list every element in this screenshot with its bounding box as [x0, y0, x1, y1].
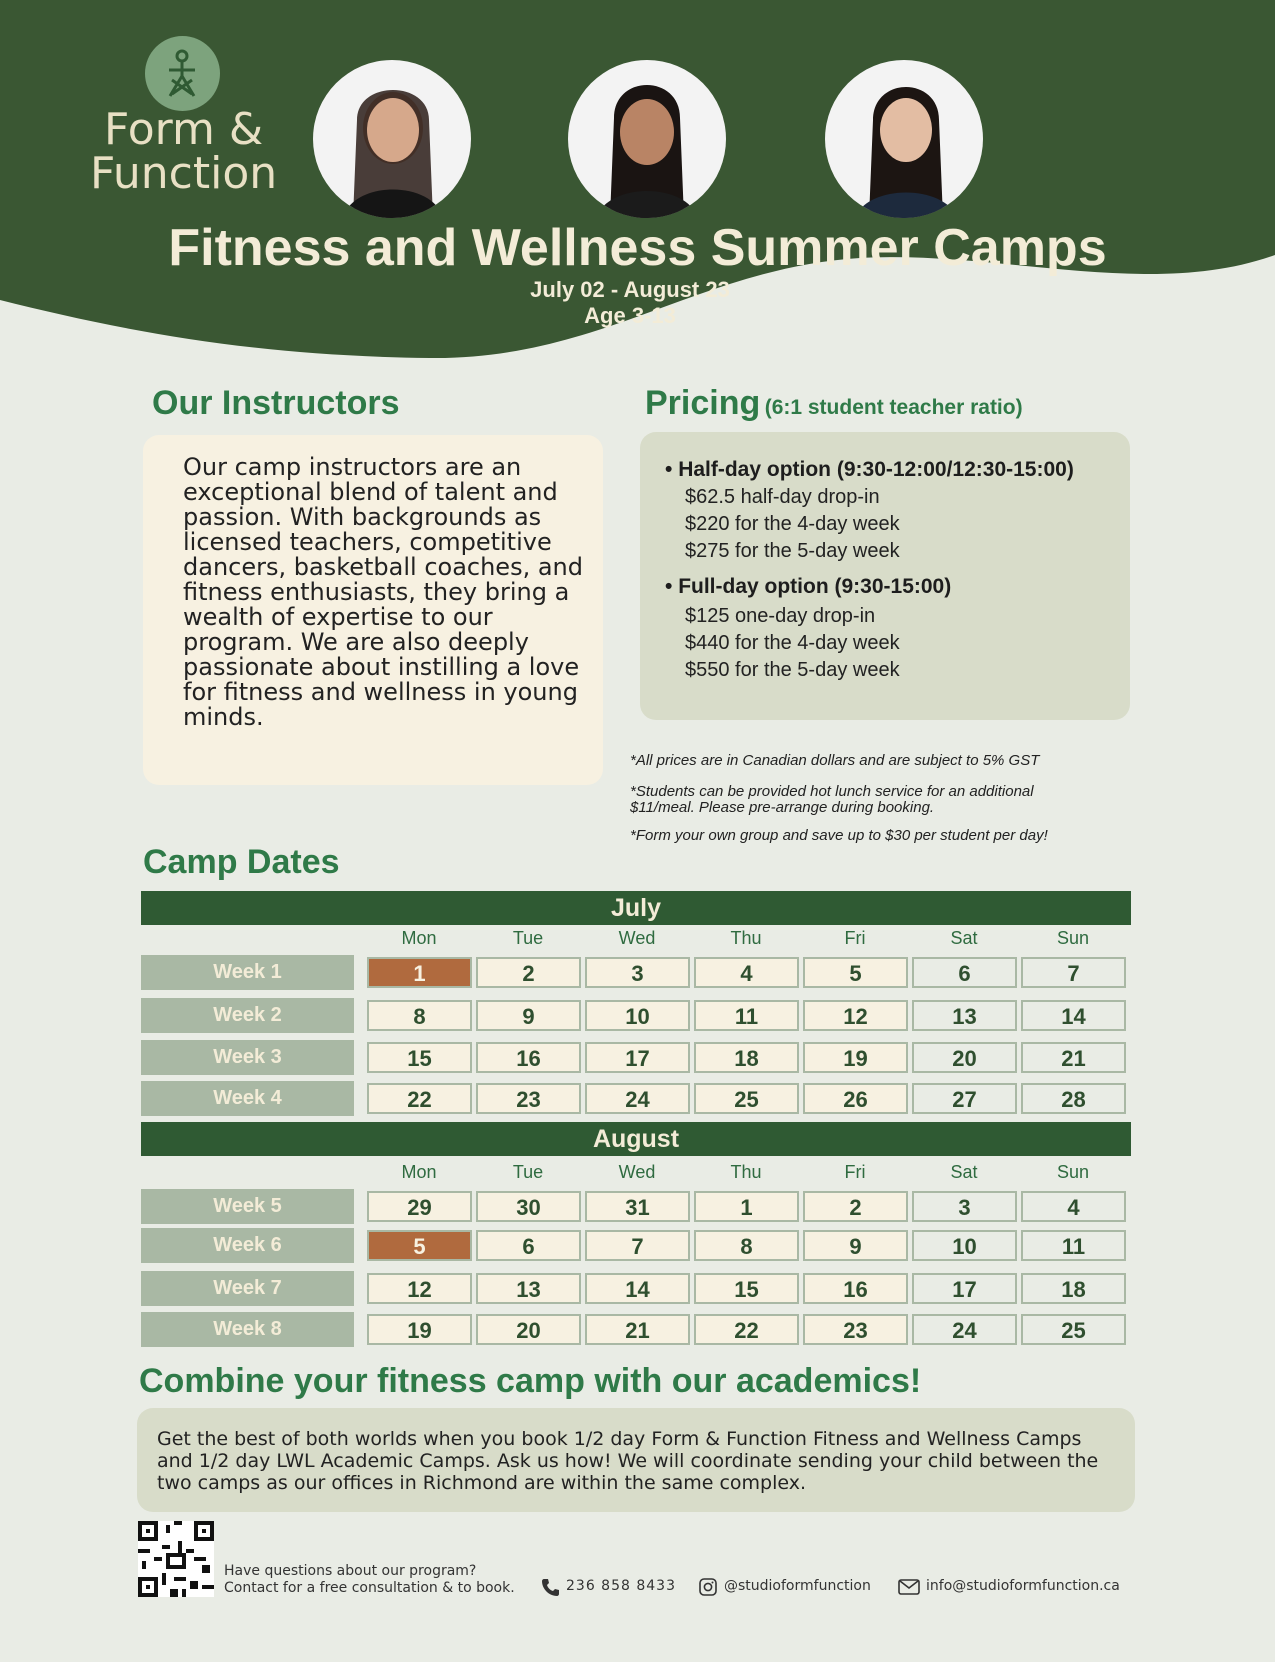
date-cell[interactable]: 11 — [1021, 1230, 1126, 1261]
brand-line-2: Function — [90, 148, 278, 199]
date-cell[interactable]: 28 — [1021, 1083, 1126, 1114]
weekday-label: Tue — [512, 928, 544, 948]
date-cell[interactable]: 21 — [585, 1314, 690, 1345]
date-cell[interactable]: 20 — [476, 1314, 581, 1345]
pricing-note-3: *Form your own group and save up to $30 per student per day! — [630, 827, 1048, 844]
date-cell[interactable]: 12 — [803, 1000, 908, 1031]
date-cell[interactable]: 31 — [585, 1191, 690, 1222]
date-cell[interactable]: 1 — [694, 1191, 799, 1222]
date-cell[interactable]: 15 — [694, 1273, 799, 1304]
date-cell[interactable]: 13 — [476, 1273, 581, 1304]
full-day-option: • Full-day option (9:30-15:00) — [665, 575, 952, 598]
date-cell[interactable]: 10 — [585, 1000, 690, 1031]
date-cell[interactable]: 25 — [1021, 1314, 1126, 1345]
date-cell[interactable]: 5 — [803, 957, 908, 988]
weekday-label: Thu — [730, 1162, 762, 1182]
week-label: Week 3 — [141, 1040, 354, 1075]
date-cell[interactable]: 15 — [367, 1042, 472, 1073]
week-label: Week 6 — [141, 1228, 354, 1263]
weekday-label: Fri — [844, 928, 866, 948]
instructors-body: Our camp instructors are an exceptional blend of talent and passion. With backgrounds as licensed teachers, competitive dancers, basketball coaches, and fitness enthusiasts, they bring a wealth of expertise to our program. We are also deeply passionate about instilling a love for fitness and wellness in young minds. — [183, 453, 583, 731]
date-cell[interactable]: 1 — [367, 957, 472, 988]
weekday-label: Mon — [401, 1162, 437, 1182]
footer-instagram[interactable]: @studioformfunction — [724, 1578, 871, 1594]
date-cell[interactable]: 10 — [912, 1230, 1017, 1261]
date-cell[interactable]: 3 — [585, 957, 690, 988]
date-cell[interactable]: 19 — [803, 1042, 908, 1073]
date-cell[interactable]: 18 — [1021, 1273, 1126, 1304]
date-cell[interactable]: 26 — [803, 1083, 908, 1114]
half-day-line-2: $220 for the 4-day week — [685, 513, 900, 535]
date-cell[interactable]: 8 — [694, 1230, 799, 1261]
date-cell[interactable]: 23 — [803, 1314, 908, 1345]
full-day-line-2: $440 for the 4-day week — [685, 632, 900, 654]
footer-email[interactable]: info@studioformfunction.ca — [926, 1578, 1120, 1594]
date-cell[interactable]: 14 — [1021, 1000, 1126, 1031]
brand-wordmark — [90, 104, 278, 199]
pricing-ratio: (6:1 student teacher ratio) — [764, 396, 1023, 419]
half-day-label: Half-day option (9:30-12:00/12:30-15:00) — [678, 458, 1074, 481]
age-range: Age 3-13 — [584, 303, 676, 328]
half-day-option: • Half-day option (9:30-12:00/12:30-15:00) — [665, 458, 1074, 481]
date-cell[interactable]: 23 — [476, 1083, 581, 1114]
week-label: Week 8 — [141, 1312, 354, 1347]
pricing-note-1: *All prices are in Canadian dollars and are subject to 5% GST — [630, 752, 1040, 769]
date-cell[interactable]: 5 — [367, 1230, 472, 1261]
date-cell[interactable]: 8 — [367, 1000, 472, 1031]
date-cell[interactable]: 9 — [803, 1230, 908, 1261]
qr-code[interactable] — [138, 1521, 214, 1597]
week-label: Week 7 — [141, 1271, 354, 1306]
date-cell[interactable]: 27 — [912, 1083, 1017, 1114]
full-day-line-1: $125 one-day drop-in — [685, 605, 876, 627]
weekday-label: Wed — [618, 928, 656, 948]
weekday-label: Thu — [730, 928, 762, 948]
instructor-photo-2 — [568, 60, 726, 218]
weekday-label: Sat — [950, 1162, 978, 1182]
date-cell[interactable]: 20 — [912, 1042, 1017, 1073]
footer-question: Have questions about our program? — [224, 1563, 477, 1579]
date-cell[interactable]: 30 — [476, 1191, 581, 1222]
date-cell[interactable]: 2 — [803, 1191, 908, 1222]
half-day-line-1: $62.5 half-day drop-in — [685, 486, 880, 508]
date-cell[interactable]: 11 — [694, 1000, 799, 1031]
weekday-label: Sun — [1056, 1162, 1090, 1182]
date-cell[interactable]: 2 — [476, 957, 581, 988]
phone-icon — [540, 1577, 560, 1602]
date-cell[interactable]: 22 — [694, 1314, 799, 1345]
instructors-heading: Our Instructors — [152, 384, 400, 422]
date-cell[interactable]: 3 — [912, 1191, 1017, 1222]
date-cell[interactable]: 16 — [476, 1042, 581, 1073]
weekday-label: Wed — [618, 1162, 656, 1182]
date-cell[interactable]: 9 — [476, 1000, 581, 1031]
week-label: Week 5 — [141, 1189, 354, 1224]
date-cell[interactable]: 18 — [694, 1042, 799, 1073]
instructor-photo-1 — [313, 60, 471, 218]
date-cell[interactable]: 7 — [585, 1230, 690, 1261]
date-cell[interactable]: 19 — [367, 1314, 472, 1345]
date-cell[interactable]: 7 — [1021, 957, 1126, 988]
date-cell[interactable]: 21 — [1021, 1042, 1126, 1073]
pricing-note-2: *Students can be provided hot lunch service for an additional $11/meal. Please pre-arrange during booking. — [630, 783, 1034, 816]
camp-dates-range: July 02 - August 23 — [530, 277, 730, 302]
weekday-label: Sun — [1056, 928, 1090, 948]
date-cell[interactable]: 17 — [585, 1042, 690, 1073]
date-cell[interactable]: 25 — [694, 1083, 799, 1114]
pricing-header — [645, 384, 1023, 423]
month-header-august: August — [141, 1122, 1131, 1156]
date-cell[interactable]: 14 — [585, 1273, 690, 1304]
date-cell[interactable]: 17 — [912, 1273, 1017, 1304]
instructor-photo-3 — [825, 60, 983, 218]
date-cell[interactable]: 22 — [367, 1083, 472, 1114]
brand-line-1: Form & — [104, 104, 264, 155]
full-day-line-3: $550 for the 5-day week — [685, 659, 900, 681]
date-cell[interactable]: 16 — [803, 1273, 908, 1304]
instagram-icon — [698, 1577, 718, 1602]
date-cell[interactable]: 24 — [585, 1083, 690, 1114]
date-cell[interactable]: 13 — [912, 1000, 1017, 1031]
weekday-label: Mon — [401, 928, 437, 948]
date-cell[interactable]: 29 — [367, 1191, 472, 1222]
footer-consult: Contact for a free consultation & to book. — [224, 1580, 515, 1596]
weekday-label: Tue — [512, 1162, 544, 1182]
combine-body: Get the best of both worlds when you book 1/2 day Form & Function Fitness and Wellness Camps and 1/2 day LWL Academic Camps. Ask us how! We will coordinate sending your child between the two camps as our offices in Richmond are within the same complex. — [157, 1428, 1099, 1494]
email-icon — [898, 1578, 920, 1601]
date-cell[interactable]: 24 — [912, 1314, 1017, 1345]
weekday-label: Fri — [844, 1162, 866, 1182]
date-cell[interactable]: 6 — [476, 1230, 581, 1261]
camp-dates-heading: Camp Dates — [143, 843, 340, 881]
logo-icon — [145, 36, 220, 111]
footer-phone[interactable]: 236 858 8433 — [566, 1578, 676, 1594]
date-cell[interactable]: 12 — [367, 1273, 472, 1304]
week-label: Week 4 — [141, 1081, 354, 1116]
date-cell[interactable]: 4 — [694, 957, 799, 988]
week-label: Week 2 — [141, 998, 354, 1033]
date-cell[interactable]: 4 — [1021, 1191, 1126, 1222]
week-label: Week 1 — [141, 955, 354, 990]
month-header-july: July — [141, 891, 1131, 925]
full-day-label: Full-day option (9:30-15:00) — [678, 575, 952, 598]
half-day-line-3: $275 for the 5-day week — [685, 540, 900, 562]
combine-heading: Combine your fitness camp with our academics! — [139, 1362, 922, 1400]
page-title: Fitness and Wellness Summer Camps — [168, 219, 1107, 277]
date-cell[interactable]: 6 — [912, 957, 1017, 988]
pricing-heading: Pricing — [645, 384, 761, 422]
weekday-label: Sat — [950, 928, 978, 948]
